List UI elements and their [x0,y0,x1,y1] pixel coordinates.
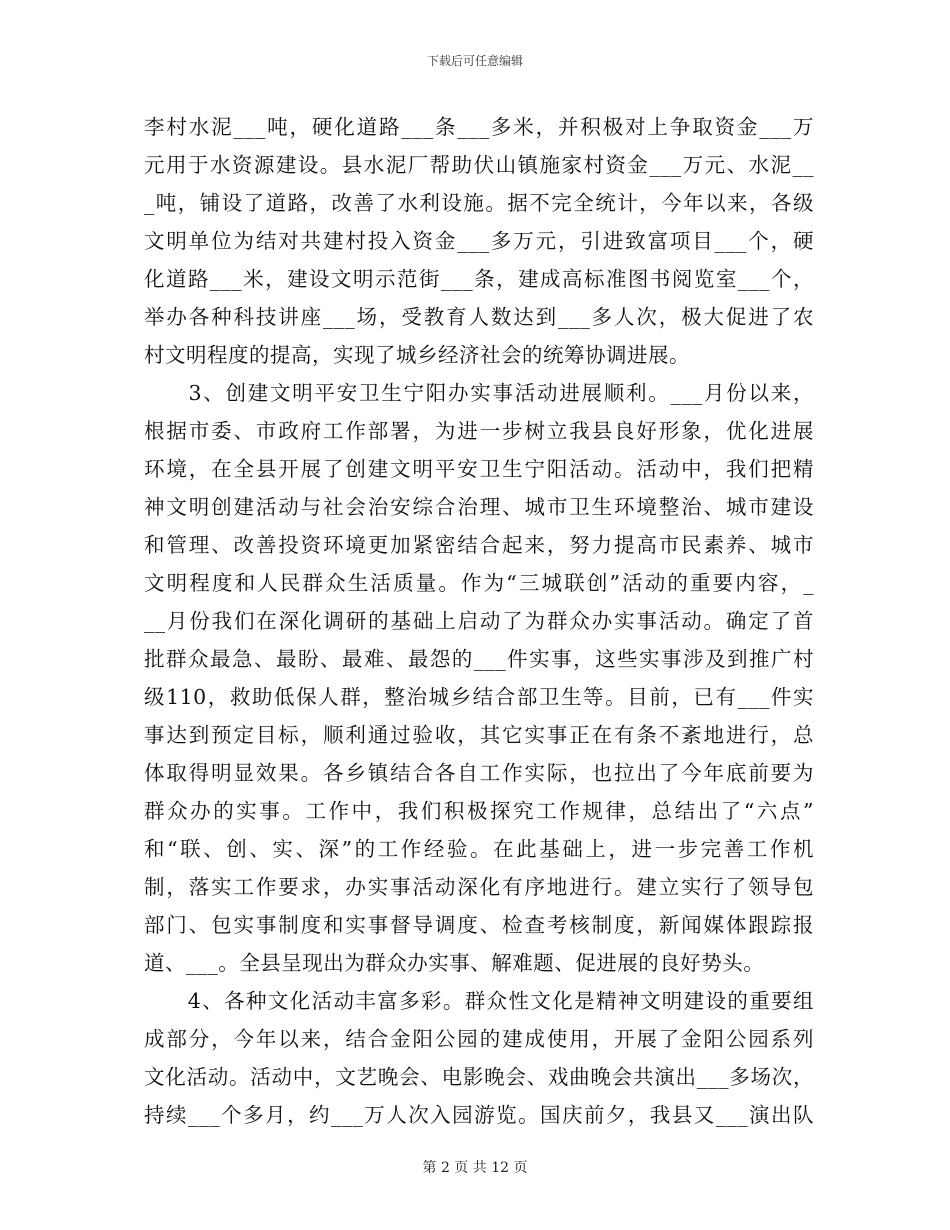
text-line: 元用于水资源建设。县水泥厂帮助伏山镇施家村资金___万元、水泥__ [144,153,814,177]
text-line: 文明单位为结对共建村投入资金___多万元，引进致富项目___个，硬 [144,229,814,253]
text-line: 批群众最急、最盼、最难、最怨的___件实事，这些实事涉及到推广村 [144,647,814,671]
text-line: 群众办的实事。工作中，我们积极探究工作规律，总结出了“六点” [144,799,814,823]
text-line: __月份我们在深化调研的基础上启动了为群众办实事活动。确定了首 [144,609,814,633]
text-line: 举办各种科技讲座___场，受教育人数达到___多人次，极大促进了农 [144,305,814,329]
text-line: 村文明程度的提高，实现了城乡经济社会的统筹协调进展。 [144,343,690,367]
text-line: 文化活动。活动中，文艺晚会、电影晚会、戏曲晚会共演出___多场次， [144,1065,814,1089]
text-line: 文明程度和人民群众生活质量。作为“三城联创”活动的重要内容，_ [144,571,814,595]
text-line: 制，落实工作要求，办实事活动深化有序地进行。建立实行了领导包 [144,875,814,899]
text-line: 环境，在全县开展了创建文明平安卫生宁阳活动。活动中，我们把精 [144,457,814,481]
page-header: 下载后可任意编辑 [426,54,523,68]
text-line: 持续___个多月，约___万人次入园游览。国庆前夕，我县又___演出队 [144,1103,814,1127]
body-text [144,108,814,1134]
text-line: 级110，救助低保人群，整治城乡结合部卫生等。目前，已有___件实 [144,685,814,709]
page-number: 第 2 页 共 12 页 [422,1160,528,1176]
text-line: 事达到预定目标，顺利通过验收，其它实事正在有条不紊地进行，总 [144,723,814,747]
text-line: 神文明创建活动与社会治安综合治理、城市卫生环境整治、城市建设 [144,495,814,519]
text-line: 3、创建文明平安卫生宁阳办实事活动进展顺利。___月份以来， [144,381,814,405]
text-line: 根据市委、市政府工作部署，为进一步树立我县良好形象，优化进展 [144,419,814,443]
text-line: 部门、包实事制度和实事督导调度、检查考核制度，新闻媒体跟踪报 [144,913,814,937]
text-line: 和管理、改善投资环境更加紧密结合起来，努力提高市民素养、城市 [144,533,814,557]
text-line: 化道路___米，建设文明示范街___条，建成高标准图书阅览室___个， [144,267,814,291]
text-line: 李村水泥___吨，硬化道路___条___多米，并积极对上争取资金___万 [144,115,814,139]
text-line: 体取得明显效果。各乡镇结合各自工作实际，也拉出了今年底前要为 [144,761,814,785]
text-line: 和“联、创、实、深”的工作经验。在此基础上，进一步完善工作机 [144,837,814,861]
text-line: 道、___。全县呈现出为群众办实事、解难题、促进展的良好势头。 [144,951,765,975]
text-line: 4、各种文化活动丰富多彩。群众性文化是精神文明建设的重要组 [144,989,814,1013]
text-line: _吨，铺设了道路，改善了水利设施。据不完全统计，今年以来，各级 [144,191,814,215]
text-line: 成部分，今年以来，结合金阳公园的建成使用，开展了金阳公园系列 [144,1027,814,1051]
